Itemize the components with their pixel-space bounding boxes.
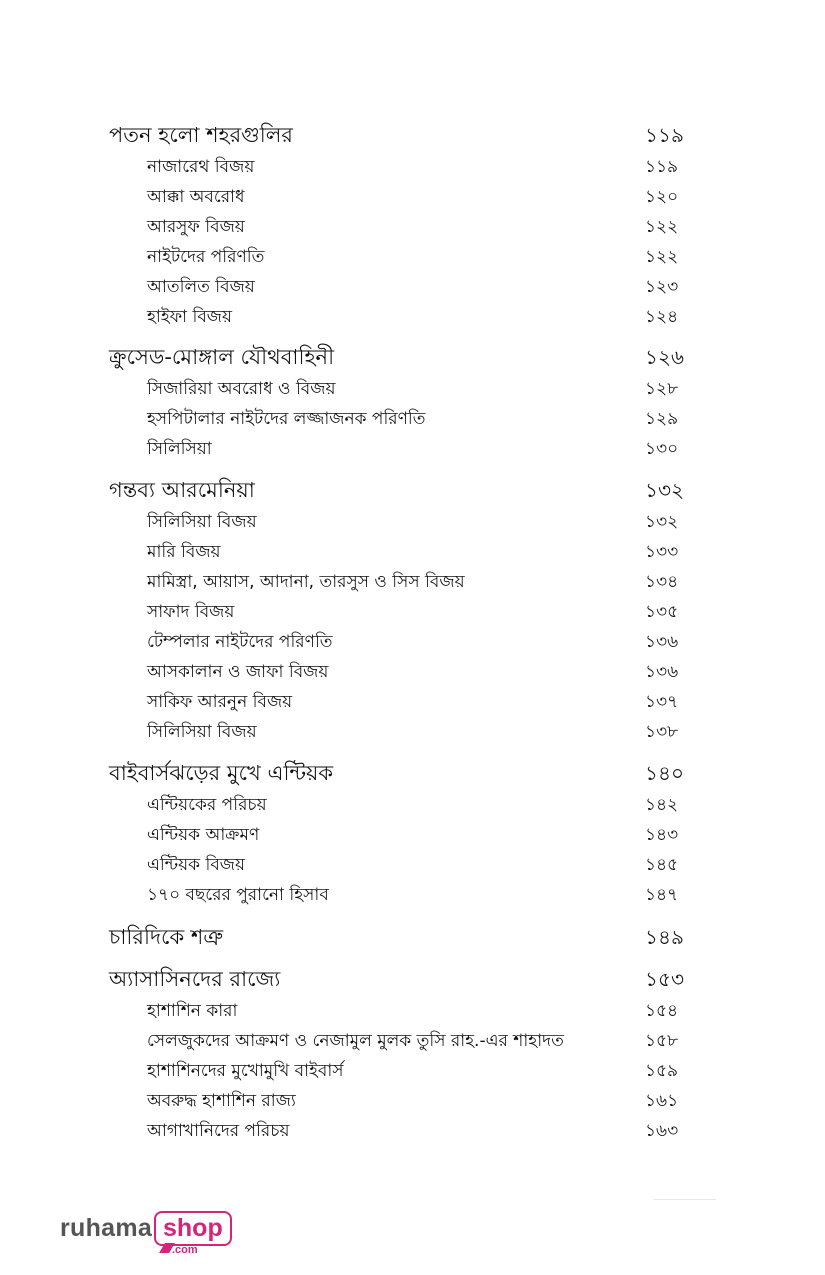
toc-page: ১২৯: [645, 409, 679, 429]
toc-title: হাইফা বিজয়: [147, 307, 233, 327]
toc-page: ১৩২: [645, 478, 684, 502]
toc-page: ১৫৯: [645, 1061, 679, 1081]
toc-entry: [0, 850, 825, 880]
toc-page: ১৫৪: [645, 1001, 679, 1021]
toc-page: ১২৬: [645, 345, 684, 369]
toc-title: অ্যাসাসিনদের রাজ্যে: [109, 967, 281, 991]
toc-title: সাকিফ আরনুন বিজয়: [147, 692, 293, 712]
toc-title: ক্রুসেড-মোঙ্গাল যৌথবাহিনী: [109, 345, 335, 369]
toc-page: ১৪০: [645, 761, 684, 785]
toc-title: মামিস্ত্রা, আয়াস, আদানা, তারসুস ও সিস বিজয়: [147, 572, 465, 592]
toc-page: ১৪৩: [645, 825, 679, 845]
toc-title: সিলিসিয়া বিজয়: [147, 722, 257, 742]
toc-entry: [0, 404, 825, 434]
toc-title: টেম্পলার নাইটদের পরিণতি: [147, 632, 333, 652]
toc-page: ১৩৫: [645, 602, 679, 622]
toc-title: হসপিটালার নাইটদের লজ্জাজনক পরিণতি: [147, 409, 426, 429]
toc-page: ১২২: [645, 217, 679, 237]
toc-title: হাশাশিন কারা: [147, 1001, 238, 1021]
toc-title: এন্টিয়ক বিজয়: [147, 855, 246, 875]
toc-entry: [0, 374, 825, 404]
toc-page: ১২৮: [645, 379, 679, 399]
toc-entry: [0, 790, 825, 820]
toc-title: গন্তব্য আরমেনিয়া: [109, 478, 255, 502]
toc-title: নাইটদের পরিণতি: [147, 247, 265, 267]
logo-text-ruhama: ruhama: [60, 1214, 153, 1242]
toc-title: হাশাশিনদের মুখোমুখি বাইবার্স: [147, 1061, 344, 1081]
toc-page: ১৪২: [645, 795, 679, 815]
toc-title: আগাখানিদের পরিচয়: [147, 1121, 290, 1141]
logo-shop-badge: [154, 1211, 232, 1246]
toc-page: ১২৩: [645, 277, 679, 297]
toc-entry: [0, 657, 825, 687]
toc-page: ১৩০: [645, 439, 679, 459]
toc-title: আক্কা অবরোধ: [147, 187, 245, 207]
toc-chapter: [0, 964, 825, 994]
toc-page: ১৩৮: [645, 722, 679, 742]
toc-chapter: [0, 922, 825, 952]
toc-title: সিলিসিয়া: [147, 439, 212, 459]
toc-page: ১২২: [645, 247, 679, 267]
toc-entry: [0, 507, 825, 537]
logo-text-shop: shop: [163, 1214, 223, 1242]
toc-entry: [0, 182, 825, 212]
toc-page: ১১৯: [645, 157, 679, 177]
toc-page: ১৬৩: [645, 1121, 679, 1141]
toc-page: ১৩৬: [645, 632, 679, 652]
toc-page: ১২০: [645, 187, 679, 207]
toc-title: সিলিসিয়া বিজয়: [147, 512, 257, 532]
toc-title: সিজারিয়া অবরোধ ও বিজয়: [147, 379, 336, 399]
toc-entry: [0, 567, 825, 597]
toc-page: ১৩৩: [645, 542, 679, 562]
logo-text-domain: .com: [172, 1244, 198, 1256]
toc-page: ১২৪: [645, 307, 679, 327]
toc-entry: [0, 996, 825, 1026]
toc-entry: [0, 1116, 825, 1146]
toc-entry: [0, 152, 825, 182]
toc-entry: [0, 820, 825, 850]
toc-page: ১৬১: [645, 1091, 679, 1111]
toc-title: বাইবার্সঝড়ের মুখে এন্টিয়ক: [109, 761, 334, 785]
toc-chapter: [0, 120, 825, 150]
toc-title: অবরুদ্ধ হাশাশিন রাজ্য: [147, 1091, 296, 1111]
toc-page: ১৩৭: [645, 692, 679, 712]
toc-title: এন্টিয়ক আক্রমণ: [147, 825, 260, 845]
toc-title: আতলিত বিজয়: [147, 277, 255, 297]
toc-chapter: [0, 342, 825, 372]
toc-entry: [0, 1056, 825, 1086]
toc-title: মারি বিজয়: [147, 542, 221, 562]
toc-entry: [0, 880, 825, 910]
toc-entry: [0, 537, 825, 567]
toc-page: ১৪৫: [645, 855, 679, 875]
toc-title: চারিদিকে শত্রু: [109, 925, 224, 949]
toc-page: ১৩৬: [645, 662, 679, 682]
toc-title: এন্টিয়কের পরিচয়: [147, 795, 267, 815]
toc-title: সেলজুকদের আক্রমণ ও নেজামুল মুলক তুসি রাহ.-এর শাহাদত: [147, 1031, 564, 1051]
toc-title: নাজারেথ বিজয়: [147, 157, 255, 177]
toc-page: ১৪৭: [645, 885, 679, 905]
toc-title: আসকালান ও জাফা বিজয়: [147, 662, 329, 682]
toc-title: ১৭০ বছরের পুরানো হিসাব: [147, 885, 329, 905]
footer-divider: [654, 1199, 716, 1200]
toc-entry: [0, 597, 825, 627]
toc-entry: [0, 302, 825, 332]
toc-page: ১৩২: [645, 512, 679, 532]
toc-entry: [0, 1086, 825, 1116]
toc-chapter: [0, 758, 825, 788]
toc-entry: [0, 434, 825, 464]
toc-title: পতন হলো শহরগুলির: [109, 123, 293, 147]
toc-entry: [0, 1026, 825, 1056]
toc-title: আরসুফ বিজয়: [147, 217, 245, 237]
toc-entry: [0, 687, 825, 717]
toc-page: ১১৯: [645, 123, 684, 147]
toc-page: ১৫৮: [645, 1031, 679, 1051]
toc-page: ১৪৯: [645, 925, 684, 949]
ruhamashop-logo: [60, 1208, 230, 1264]
toc-entry: [0, 272, 825, 302]
toc-page: ১৫৩: [645, 967, 684, 991]
toc-title: সাফাদ বিজয়: [147, 602, 235, 622]
toc-entry: [0, 627, 825, 657]
toc-page: ১৩৪: [645, 572, 679, 592]
toc-entry: [0, 212, 825, 242]
toc-chapter: [0, 475, 825, 505]
toc-entry: [0, 242, 825, 272]
toc-entry: [0, 717, 825, 747]
